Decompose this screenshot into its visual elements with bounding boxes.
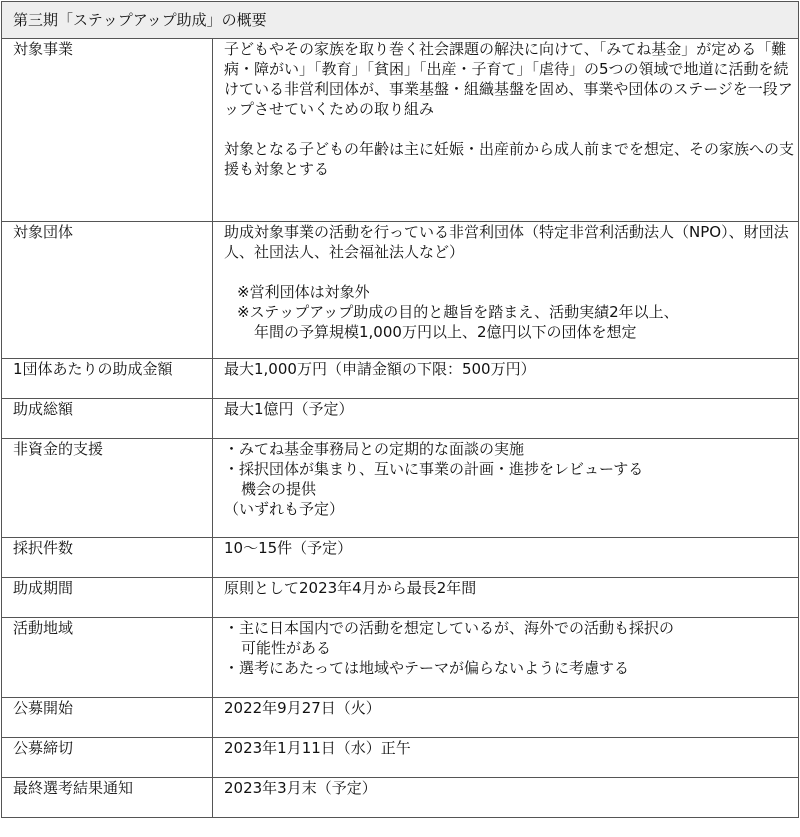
row-label: 採択件数 [2,538,213,578]
list-item: ・みてね基金事務局との定期的な面談の実施 [224,440,525,458]
table-row [2,399,799,439]
row-value: 2023年1月11日（水）正午 [213,738,799,778]
row-label: 非資金的支援 [2,439,213,538]
list-item-note: （いずれも予定） [224,500,345,518]
row-label: 1団体あたりの助成金額 [2,359,213,399]
table-row [2,738,799,778]
list-item: ・選考にあたっては地域やテーマが偏らないように考慮する [224,659,630,677]
row-label: 最終選考結果通知 [2,778,213,818]
list-item: ・採択団体が集まり、互いに事業の計画・進捗をレビューする [224,460,644,478]
row-content [213,39,799,222]
target-org-description: 助成対象事業の活動を行っている非営利団体（特定非営利活動法人（NPO）、財団法人、社団法人、社会福祉法人など） [224,223,789,261]
table-row [2,222,799,359]
note-nonprofit-only: ※営利団体は対象外 [237,283,370,301]
row-label: 助成総額 [2,399,213,439]
row-label: 活動地域 [2,618,213,698]
table-row [2,538,799,578]
table-header-row [2,2,799,39]
row-label: 助成期間 [2,578,213,618]
row-label: 公募開始 [2,698,213,738]
table-row [2,698,799,738]
row-value: 最大1億円（予定） [213,399,799,439]
target-age-description: 対象となる子どもの年齢は主に妊娠・出産前から成人前までを想定、その家族への支援も対象とする [224,140,795,178]
table-title: 第三期「ステップアップ助成」の概要 [2,2,799,39]
table-row [2,618,799,698]
row-value: 10〜15件（予定） [213,538,799,578]
row-content [213,618,799,698]
spacer [224,119,798,139]
note-criteria: ※ステップアップ助成の目的と趣旨を踏まえ、活動実績2年以上、 [237,303,679,321]
row-label: 対象団体 [2,222,213,359]
row-content [213,222,799,359]
grant-overview-table [1,1,799,818]
note-criteria-cont: 年間の予算規模1,000万円以上、2億円以下の団体を想定 [254,323,637,341]
row-value: 原則として2023年4月から最長2年間 [213,578,799,618]
table-row [2,359,799,399]
row-label: 対象事業 [2,39,213,222]
list-item-cont: 可能性がある [241,639,332,657]
table-row [2,778,799,818]
row-value: 2023年3月末（予定） [213,778,799,818]
table-row [2,578,799,618]
list-item-cont: 機会の提供 [241,480,317,498]
table-row [2,439,799,538]
spacer [224,262,798,282]
row-content [213,439,799,538]
row-value: 最大1,000万円（申請金額の下限：500万円） [213,359,799,399]
row-value: 2022年9月27日（火） [213,698,799,738]
table-row [2,39,799,222]
list-item: ・主に日本国内での活動を想定しているが、海外での活動も採択の [224,619,675,637]
target-project-description: 子どもやその家族を取り巻く社会課題の解決に向けて、「みてね基金」が定める「難病・障がい」「教育」「貧困」「出産・子育て」「虐待」の5つの領域で地道に活動を続けている非営利団体が、事業基盤・組織基盤を固め、事業や団体のステージを一段アップさせていくための取り組み [224,40,793,118]
row-label: 公募締切 [2,738,213,778]
